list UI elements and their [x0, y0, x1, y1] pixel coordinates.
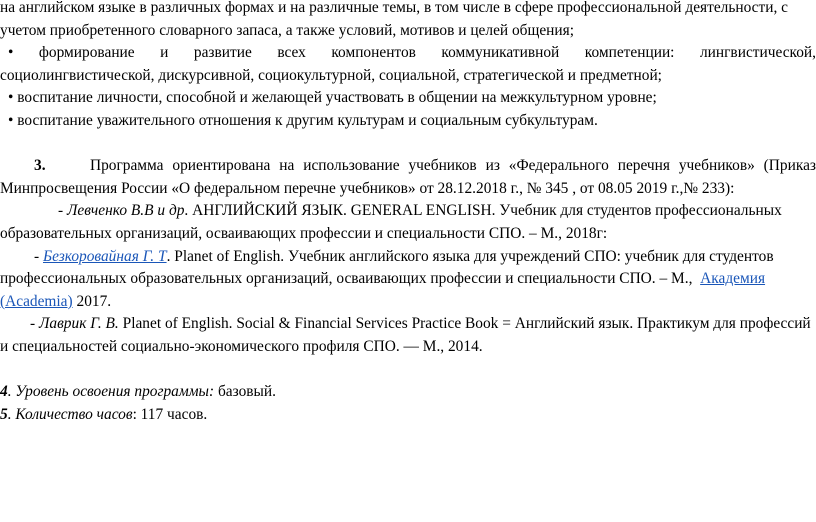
section-5-label: . Количество часов — [7, 405, 133, 423]
reference-1-line-2: образовательных организаций, осваивающих профессии и специальности СПО. – М., 2018г: — [0, 224, 608, 242]
spacer — [0, 133, 816, 156]
reference-1-title: . АНГЛИЙСКИЙ ЯЗЫК. GENERAL ENGLISH. Учебник для студентов профессиональных — [184, 202, 782, 220]
bullet-3-text: воспитание уважительного отношения к другим культурам и социальным субкультурам. — [17, 111, 598, 129]
reference-3-line-2: и специальностей социально-экономического профиля СПО. — М., 2014. — [0, 337, 483, 355]
bullet-icon: • — [8, 111, 14, 129]
bullet-1-line-2: социолингвистической, дискурсивной, социокультурной, социальной, стратегической и предметной; — [0, 66, 662, 84]
bullet-icon: • — [8, 89, 14, 107]
bullet-2-text: воспитание личности, способной и желающей участвовать в общении на межкультурном уровне; — [17, 89, 657, 107]
reference-3-line-1: - Лаврик Г. В. Planet of English. Social & Financial Services Practice Book = Английский язык. Практикум для профессий — [30, 315, 811, 333]
reference-2-line-1: - Безкоровайная Г. Т. Planet of English. Учебник английского языка для учреждений СПО: учебник для студентов — [34, 247, 774, 265]
reference-2-title: . Planet of English. Учебник английского языка для учреждений СПО: учебник для студентов — [166, 247, 774, 265]
bullet-item-1 — [0, 42, 816, 87]
publisher-link-part-1[interactable]: Академия — [700, 270, 766, 288]
section-5 — [0, 404, 816, 427]
bullet-icon: • — [8, 44, 14, 62]
section-4-value: базовый. — [217, 383, 276, 401]
section-3-number: 3. — [34, 157, 46, 175]
bullet-1-line-1 — [0, 42, 816, 65]
intro-line-2: учетом приобретенного словарного запаса, а также условий, мотивов и целей общения; — [0, 21, 575, 39]
bullet-item-3 — [0, 110, 816, 133]
section-3-line-2: Минпросвещения России «О федеральном перечне учебников» от 28.12.2018 г., № 345 , от 08.05 2019 г.,№ 233): — [0, 179, 735, 197]
section-4-label: . Уровень освоения программы: — [7, 383, 215, 401]
reference-3-title: Planet of English. Social & Financial Services Practice Book = Английский язык. Практикум для профессий — [122, 315, 811, 333]
reference-2-line-3 — [0, 291, 816, 314]
reference-1-line-1: - Левченко В.В и др. АНГЛИЙСКИЙ ЯЗЫК. GENERAL ENGLISH. Учебник для студентов профессиональных — [58, 202, 782, 220]
section-3 — [0, 155, 816, 358]
publisher-link-part-2[interactable]: (Academia) — [0, 292, 73, 310]
section-3-text: Программа ориентирована на использование учебников из «Федерального перечня учебников» (Приказ — [89, 157, 816, 175]
spacer — [0, 359, 816, 382]
bullet-1-text: формирование и развитие всех компонентов коммуникативной компетенции: лингвистической, — [38, 44, 816, 62]
section-5-value: : 117 часов. — [132, 405, 208, 423]
section-3-line-1 — [0, 155, 816, 178]
section-4 — [0, 381, 816, 404]
reference-2-line-2: профессиональных образовательных организаций, осваивающих профессии и специальности СПО. – М., Академия — [0, 270, 766, 288]
section-5-number: 5 — [0, 405, 8, 423]
author-link[interactable]: Безкоровайная Г. Т — [43, 247, 167, 265]
intro-line-1: на английском языке в различных формах и на различные темы, в том числе в сфере профессиональной деятельности, с — [0, 0, 789, 16]
reference-1-author: Левченко В.В и др — [67, 202, 185, 220]
bullet-item-2 — [0, 87, 816, 110]
section-4-number: 4 — [0, 383, 8, 401]
reference-3-author: Лаврик Г. В. — [39, 315, 119, 333]
reference-2-year: 2017. — [76, 292, 112, 310]
